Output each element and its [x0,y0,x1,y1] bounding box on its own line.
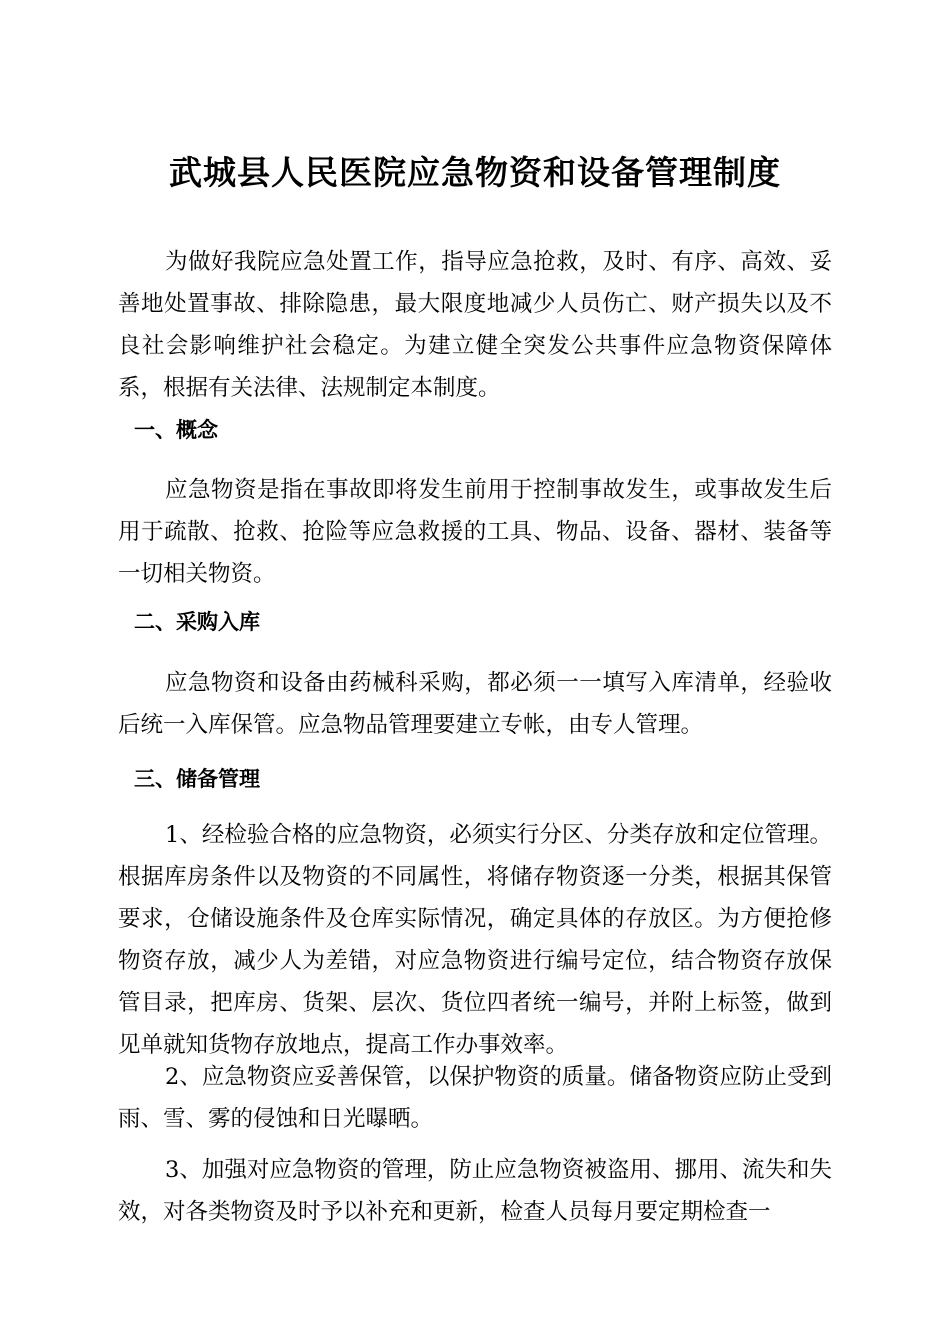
intro-paragraph: 为做好我院应急处置工作，指导应急抢救，及时、有序、高效、妥善地处置事故、排除隐患，最大限度地减少人员伤亡、财产损失以及不良社会影响维护社会稳定。为建立健全突发公共事件应急物资保障体系，根据有关法律、法规制定本制度。 [118,249,832,401]
storage-paragraph-2: 2、应急物资应妥善保管，以保护物资的质量。储备物资应防止受到雨、雪、雾的侵蚀和日光曝晒。 [118,1064,832,1132]
section-heading-procurement: 二、采购入库 [134,610,260,634]
section-heading-concept: 一、概念 [134,418,218,442]
storage-paragraph-3: 3、加强对应急物资的管理，防止应急物资被盗用、挪用、流失和失效，对各类物资及时予以补充和更新，检查人员每月要定期检查一 [118,1157,832,1225]
section-heading-storage: 三、储备管理 [134,767,260,791]
document-title: 武城县人民医院应急物资和设备管理制度 [169,153,781,193]
procurement-paragraph: 应急物资和设备由药械科采购，都必须一一填写入库清单，经验收后统一入库保管。应急物品管理要建立专帐，由专人管理。 [118,670,832,738]
storage-paragraph-1: 1、经检验合格的应急物资，必须实行分区、分类存放和定位管理。根据库房条件以及物资的不同属性，将储存物资逐一分类，根据其保管要求，仓储设施条件及仓库实际情况，确定具体的存放区。为方便抢修物资存放，减少人为差错，对应急物资进行编号定位，结合物资存放保管目录，把库房、货架、层次、货位四者统一编号，并附上标签，做到见单就知货物存放地点，提高工作办事效率。 [118,822,832,1058]
concept-paragraph: 应急物资是指在事故即将发生前用于控制事故发生，或事故发生后用于疏散、抢救、抢险等应急救援的工具、物品、设备、器材、装备等一切相关物资。 [118,477,832,587]
